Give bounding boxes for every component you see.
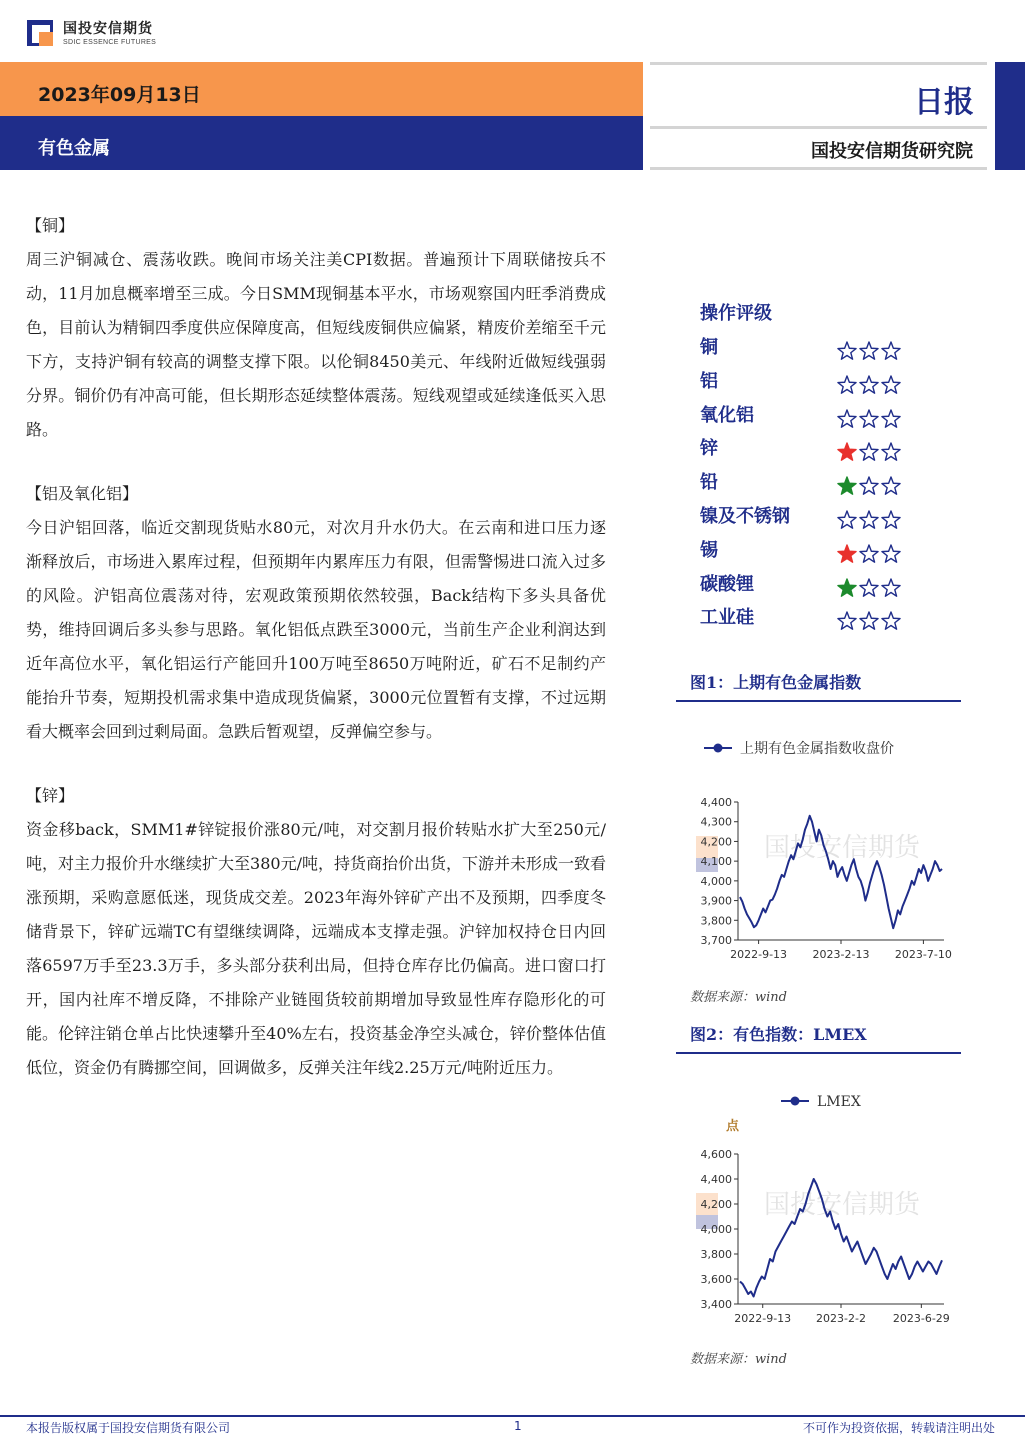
outline-star-icon <box>882 376 900 393</box>
chart-legend <box>704 740 894 757</box>
outline-star-icon <box>838 376 856 393</box>
filled-star-icon <box>838 443 856 460</box>
legend-marker-icon <box>714 744 723 753</box>
report-type: 日报 <box>914 85 974 120</box>
rating-metal-name: 铜 <box>700 337 718 358</box>
rating-stars <box>837 544 903 564</box>
rating-row <box>700 432 930 466</box>
rating-metal-name: 铝 <box>700 370 718 392</box>
rating-stars <box>837 611 903 631</box>
rating-metal-name: 碳酸锂 <box>700 573 754 595</box>
outline-star-icon <box>882 612 900 629</box>
filled-star-icon <box>838 477 856 494</box>
rating-row <box>700 466 930 500</box>
x-tick-label: 2023-6-29 <box>892 1312 950 1325</box>
figure-1-rule <box>676 700 961 702</box>
rating-stars <box>837 510 903 530</box>
filled-star-icon <box>838 579 856 596</box>
y-tick-label: 4,200 <box>700 835 732 849</box>
commentary <box>26 209 606 1115</box>
rating-stars <box>837 341 903 361</box>
section-paragraph: 今日沪铝回落，临近交割现货贴水80元，对次月升水仍大。在云南和进口压力逐渐释放后，市场进入累库过程，但预期年内累库压力有限，但需警惕进口流入过多的风险。沪铝高位震荡对待，宏观政策预期依然较强，Back结构下多头具备优势，维持回调后多头参与思路。氧化铝低点跌至3000元，当前生产企业利润达到近年高位水平，氧化铝运行产能回升100万吨至8650万吨附近，矿石不足制约产能抬升节奏，短期投机需求集中造成现货偏紧，3000元位置暂有支撑，不过远期看大概率会回到过剩局面。急跌后暂观望，反弹偏空参与。 <box>26 518 606 741</box>
outline-star-icon <box>838 342 856 359</box>
operation-ratings <box>700 297 930 635</box>
x-tick-label: 2022-9-13 <box>730 948 788 961</box>
outline-star-icon <box>882 443 900 460</box>
y-tick-label: 4,300 <box>700 815 732 829</box>
rating-stars <box>837 476 903 496</box>
rating-stars <box>837 375 903 395</box>
rating-row <box>700 399 930 433</box>
report-sector: 有色金属 <box>38 138 110 159</box>
y-tick-label: 4,100 <box>700 855 732 869</box>
outline-star-icon <box>860 477 878 494</box>
rating-stars <box>837 409 903 429</box>
section-zinc <box>26 779 606 1085</box>
section-title: 【锌】 <box>26 786 75 805</box>
outline-star-icon <box>882 342 900 359</box>
outline-star-icon <box>882 410 900 427</box>
section-paragraph: 周三沪铜减仓、震荡收跌。晚间市场关注美CPI数据。普遍预计下周联储按兵不动，11月加息概率增至三成。今日SMM现铜基本平水，市场观察国内旺季消费成色，目前认为精铜四季度供应保障度高，但短线废铜供应偏紧，精废价差缩至千元下方，支持沪铜有较高的调整支撑下限。以伦铜8450美元、年线附近做短线强弱分界。铜价仍有冲高可能，但长期形态延续整体震荡。短线观望或延续逢低买入思路。 <box>26 250 606 439</box>
header-divider-middle <box>650 126 987 129</box>
outline-star-icon <box>882 477 900 494</box>
page-number: 1 <box>514 1419 522 1433</box>
figure-2-source: 数据来源：wind <box>690 1352 787 1367</box>
company-logo <box>26 17 166 51</box>
y-axis-unit: 点 <box>726 1119 740 1134</box>
header-side-block <box>995 62 1025 170</box>
y-tick-label: 3,600 <box>700 1273 732 1286</box>
rating-metal-name: 铅 <box>700 472 718 494</box>
y-tick-label: 3,700 <box>700 934 732 947</box>
outline-star-icon <box>860 443 878 460</box>
rating-row <box>700 500 930 534</box>
legend-label: LMEX <box>817 1094 861 1110</box>
outline-star-icon <box>882 511 900 528</box>
footer-rule <box>0 1415 1025 1417</box>
report-date: 2023年09月13日 <box>38 84 201 106</box>
y-tick-label: 3,900 <box>700 894 732 908</box>
outline-star-icon <box>838 612 856 629</box>
institute-name: 国投安信期货研究院 <box>811 141 973 162</box>
rating-row <box>700 601 930 635</box>
y-tick-label: 3,400 <box>700 1298 732 1311</box>
outline-star-icon <box>882 579 900 596</box>
section-copper <box>26 209 606 447</box>
watermark-text: 国投安信期货 <box>764 1190 921 1220</box>
footer-disclaimer: 不可作为投资依据，转载请注明出处 <box>802 1421 995 1435</box>
outline-star-icon <box>860 545 878 562</box>
rating-metal-name: 锌 <box>700 438 718 460</box>
section-title: 【铝及氧化铝】 <box>26 484 139 503</box>
x-tick-label: 2022-9-13 <box>734 1312 792 1325</box>
figure-1-title: 图1：上期有色金属指数 <box>690 673 862 692</box>
rating-metal-name: 锡 <box>700 539 718 561</box>
outline-star-icon <box>860 511 878 528</box>
y-tick-label: 3,800 <box>700 914 732 928</box>
logo-name-cn: 国投安信期货 <box>63 21 153 37</box>
y-tick-label: 3,800 <box>700 1248 732 1261</box>
rating-row <box>700 568 930 602</box>
x-tick-label: 2023-2-13 <box>812 948 870 961</box>
rating-stars <box>837 442 903 462</box>
legend-marker-icon <box>791 1097 800 1106</box>
figure-2-title: 图2：有色指数：LMEX <box>690 1025 867 1044</box>
outline-star-icon <box>860 342 878 359</box>
y-tick-label: 4,400 <box>700 796 732 809</box>
header-divider-bottom <box>650 167 987 170</box>
y-tick-label: 4,000 <box>700 874 732 888</box>
logo-mark-icon <box>26 19 56 49</box>
line-chart-svg <box>676 1082 961 1336</box>
outline-star-icon <box>860 612 878 629</box>
outline-star-icon <box>860 410 878 427</box>
logo-name-en: SDIC ESSENCE FUTURES <box>63 39 157 46</box>
outline-star-icon <box>882 545 900 562</box>
rating-metal-name: 工业硅 <box>700 607 754 629</box>
rating-stars <box>837 578 903 598</box>
outline-star-icon <box>838 511 856 528</box>
y-tick-label: 4,600 <box>700 1148 732 1161</box>
chart-legend <box>781 1094 861 1110</box>
figure-2-rule <box>676 1052 961 1054</box>
x-tick-label: 2023-2-2 <box>816 1312 866 1325</box>
x-tick-label: 2023-7-10 <box>894 948 952 961</box>
footer-copyright: 本报告版权属于国投安信期货有限公司 <box>26 1421 231 1435</box>
outline-star-icon <box>838 410 856 427</box>
section-paragraph: 资金移back，SMM1#锌锭报价涨80元/吨，对交割月报价转贴水扩大至250元/吨，对主力报价升水继续扩大至380元/吨，持货商抬价出货，下游并未形成一致看涨预期，采购意愿低迷，现货成交差。2023年海外锌矿产出不及预期，四季度冬储背景下，锌矿远端TC有望继续调降，远端成本支撑走强。沪锌加权持仓日内回落6597万手至23.3万手，多头部分获利出局，但持仓库存比仍偏高。进口窗口打开，国内社库不增反降，不排除产业链囤货较前期增加导致显性库存隐形化的可能。伦锌注销仓单占比快速攀升至40%左右，投资基金净空头减仓，锌价整体估值低位，资金仍有腾挪空间，回调做多，反弹关注年线2.25万元/吨附近压力。 <box>26 820 606 1077</box>
header-divider-top <box>650 62 987 65</box>
watermark-text: 国投安信期货 <box>764 833 921 863</box>
legend-label: 上期有色金属指数收盘价 <box>740 741 894 757</box>
figure-2-chart <box>676 1082 961 1336</box>
figure-1-source: 数据来源：wind <box>690 990 787 1005</box>
outline-star-icon <box>860 376 878 393</box>
y-tick-label: 4,000 <box>700 1223 732 1236</box>
rating-row <box>700 534 930 568</box>
rating-row <box>700 331 930 365</box>
outline-star-icon <box>860 579 878 596</box>
rating-metal-name: 镍及不锈钢 <box>700 505 790 527</box>
ratings-list <box>700 331 930 635</box>
line-chart-svg <box>676 728 961 974</box>
rating-row <box>700 365 930 399</box>
rating-metal-name: 氧化铝 <box>700 404 754 426</box>
figure-1-chart <box>676 728 961 974</box>
ratings-title: 操作评级 <box>700 303 772 324</box>
y-tick-label: 4,200 <box>700 1198 732 1211</box>
y-tick-label: 4,400 <box>700 1173 732 1186</box>
section-title: 【铜】 <box>26 216 75 235</box>
section-aluminium <box>26 477 606 749</box>
filled-star-icon <box>838 545 856 562</box>
